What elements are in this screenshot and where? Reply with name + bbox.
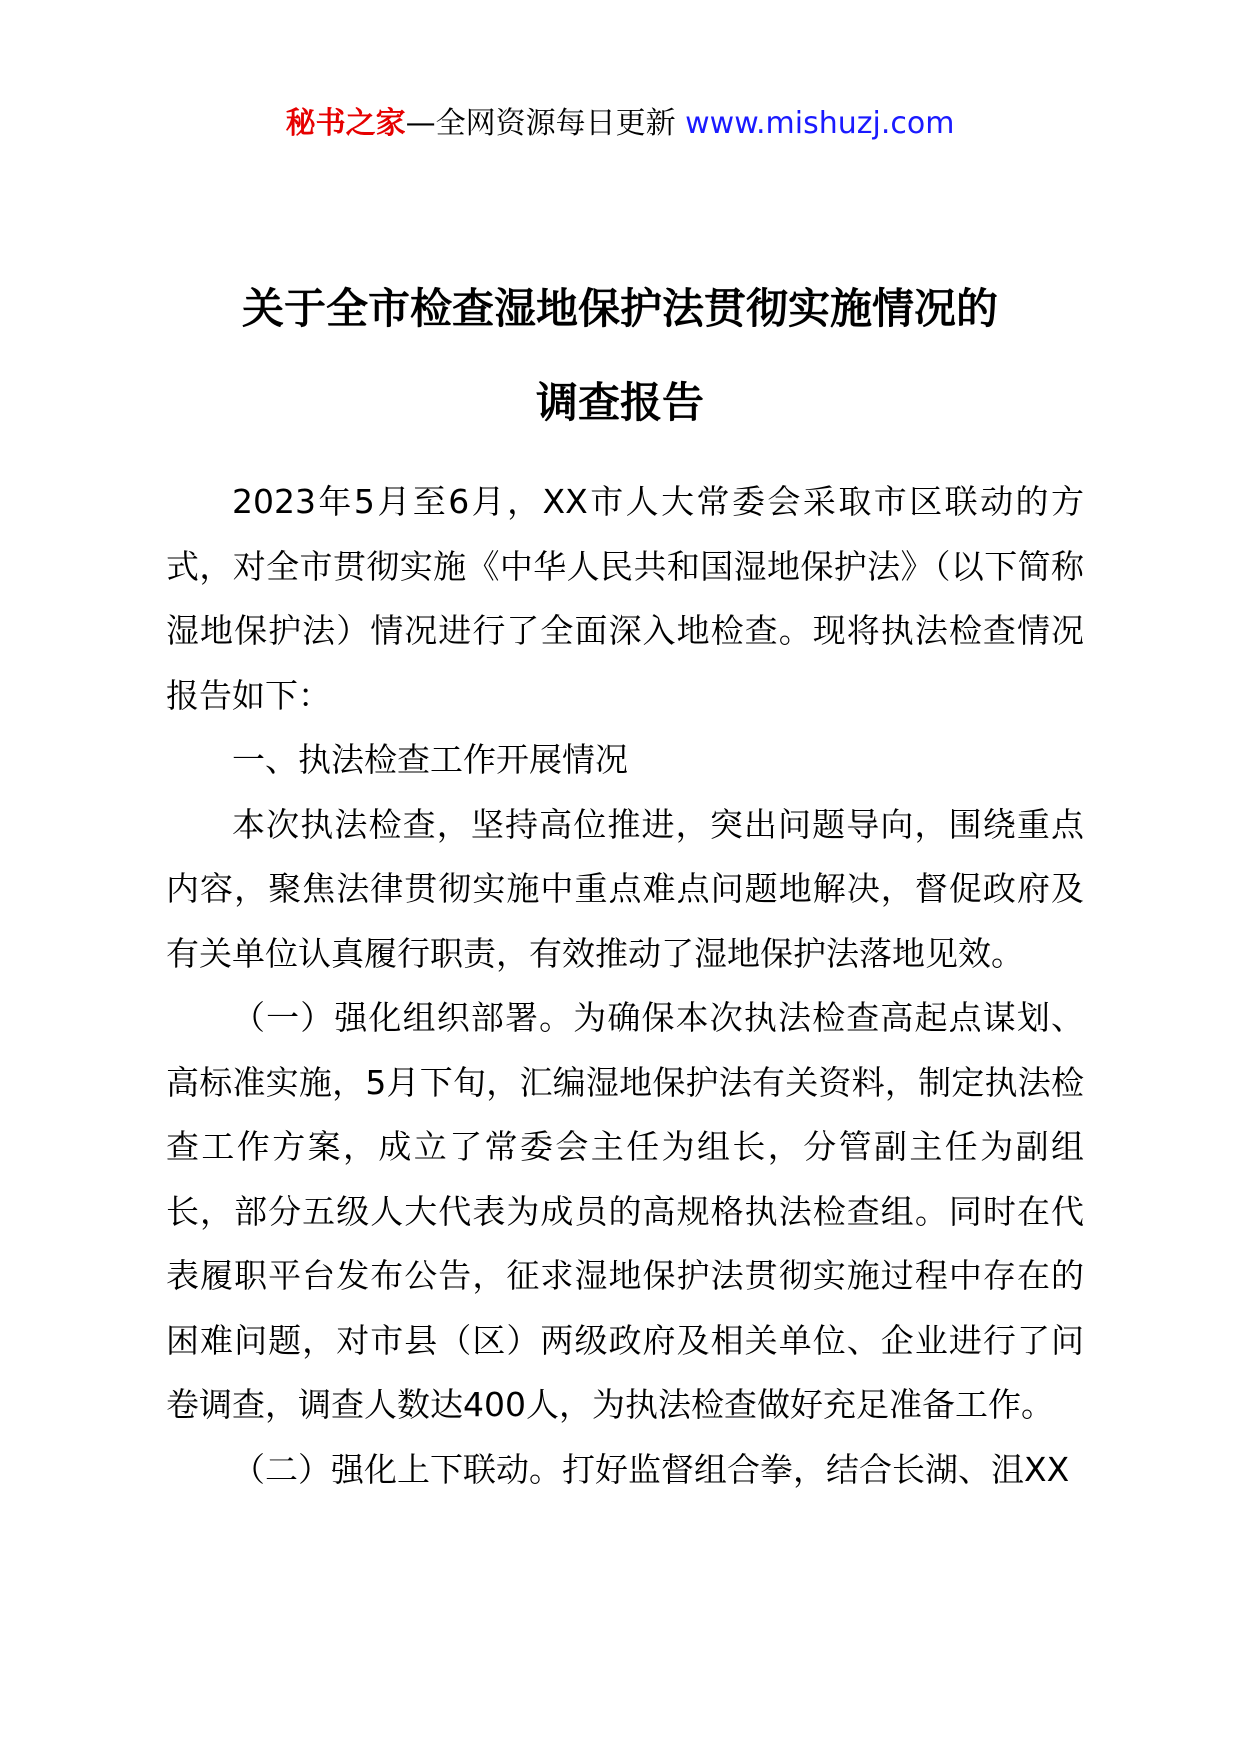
paragraph-intro: 2023年5月至6月，XX市人大常委会采取市区联动的方式，对全市贯彻实施《中华人民共和国湿地保护法》（以下简称湿地保护法）情况进行了全面深入地检查。现将执法检查情况报告如下： <box>166 482 1084 715</box>
site-slogan: —全网资源每日更新 <box>405 106 686 141</box>
document-body <box>166 470 1084 1502</box>
site-url-link[interactable]: www.mishuzj.com <box>685 106 955 141</box>
paragraph-organization: （一）强化组织部署。为确保本次执法检查高起点谋划、高标准实施，5月下旬，汇编湿地保护法有关资料，制定执法检查工作方案，成立了常委会主任为组长，分管副主任为副组长，部分五级人大代表为成员的高规格执法检查组。同时在代表履职平台发布公告，征求湿地保护法贯彻实施过程中存在的困难问题，对市县（区）两级政府及相关单位、企业进行了问卷调查，调查人数达400人，为执法检查做好充足准备工作。 <box>166 998 1084 1424</box>
paragraph-linkage: （二）强化上下联动。打好监督组合拳，结合长湖、沮XX <box>232 1449 1070 1489</box>
section-heading-1: 一、执法检查工作开展情况 <box>232 740 628 779</box>
document-title-line-1: 关于全市检查湿地保护法贯彻实施情况的 <box>241 284 998 333</box>
site-brand: 秘书之家 <box>285 106 406 141</box>
paragraph-overview: 本次执法检查，坚持高位推进，突出问题导向，围绕重点内容，聚焦法律贯彻实施中重点难点问题地解决，督促政府及有关单位认真履行职责，有效推动了湿地保护法落地见效。 <box>166 804 1084 973</box>
site-header <box>0 100 1240 148</box>
document-title-line-2: 调查报告 <box>535 378 704 427</box>
